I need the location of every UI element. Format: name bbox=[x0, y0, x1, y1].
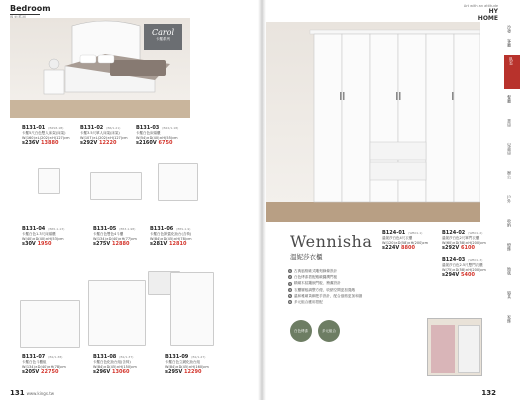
product-caption: B124-03 (WB01-3) 溫妮莎白色2.5尺雙門衣櫃 W(75)×D(58)×H(200)cm s294V 5400 bbox=[442, 257, 486, 278]
vanity-set-image bbox=[88, 280, 146, 346]
product-name-cn: 溫妮莎衣櫃 bbox=[290, 253, 323, 261]
product-caption: B124-01 (WB01-1) 溫妮莎白色4尺衣櫃 W(120)×D(58)×H(200)cm s224V 8800 bbox=[382, 230, 428, 251]
chest-set-image bbox=[20, 300, 80, 348]
brand-line2: HOME bbox=[477, 15, 498, 22]
brand-header bbox=[464, 4, 498, 22]
wardrobe-photo bbox=[262, 22, 480, 222]
sidebar-item[interactable]: 書房 bbox=[507, 119, 512, 127]
feature-item: 6 多元組合應用搭配 bbox=[289, 300, 323, 305]
series-badge bbox=[144, 24, 182, 50]
feature-item: 3 精緻木紋鑲嵌門板、簡潔設計 bbox=[289, 281, 341, 286]
mirror-vanity-image bbox=[170, 272, 214, 346]
badge-combination: 多元組合 bbox=[318, 320, 340, 342]
brand-line1: HY bbox=[488, 8, 498, 15]
section-title: Bedroom bbox=[10, 4, 51, 13]
feature-item: 4 衣櫃層板調整方便，收納空間更加寬敞 bbox=[289, 287, 356, 292]
product-caption: B131-08 (B1/1-37) 卡羅白色化妝台組(含椅) W(84)×D(45)×H(150)cm s296V 13060 bbox=[93, 354, 137, 375]
series-badge-script: Carol bbox=[151, 28, 175, 37]
interior-photo bbox=[427, 318, 482, 376]
sidebar-item[interactable]: 燈飾 bbox=[507, 243, 512, 251]
feature-item: 1 古典風格歐式雕刻線條設計 bbox=[289, 269, 338, 274]
nightstand-image bbox=[38, 168, 60, 194]
sidebar-item[interactable]: 家飾 bbox=[507, 315, 512, 323]
brand-tagline: Art with an attitude bbox=[463, 4, 498, 8]
category-sidebar bbox=[499, 15, 524, 385]
product-caption: B131-01 (B2S8-1B) 卡羅5尺白色雙人床架(床架) W(160)×L(202)×H(127)cm s236V 13880 bbox=[22, 125, 70, 146]
product-caption: B131-03 (B22/1-18) 卡羅白色床頭櫃 W(54)×D(40)×H(55)cm s2160V 6750 bbox=[136, 125, 179, 146]
sidebar-item[interactable]: 沙發 bbox=[507, 25, 512, 33]
sidebar-item[interactable]: 戶外 bbox=[507, 195, 512, 203]
page-number-right: 132 bbox=[481, 389, 496, 397]
page-number-left: 131 www.kings.tw bbox=[10, 389, 55, 397]
badge-white-paint: 白色烤漆 bbox=[290, 320, 312, 342]
sidebar-item[interactable]: 兒童房 bbox=[507, 143, 512, 155]
feature-item: 2 白色烤漆搭配雅緻圓潤門板 bbox=[289, 275, 338, 280]
product-caption: B131-06 (B5S-1-9) 卡羅白色掀蓋化妝台(含椅) W(84)×D(45)×H(78)cm s281V 12810 bbox=[150, 226, 192, 247]
product-caption: B131-04 (B65-1-13) 卡羅白色1.3尺床頭櫃 W(40)×D(40)×H(53)cm s30V 1950 bbox=[22, 226, 65, 247]
wardrobe-illustration bbox=[262, 22, 480, 222]
vanity-image bbox=[158, 163, 198, 201]
product-caption: B131-02 (B6/1-21) 卡羅3.5尺單人床架(床架) W(107)×L(202)×H(127)cm s292V 12220 bbox=[80, 125, 128, 146]
product-caption: B131-07 (B1/1-38) 卡羅白色斗櫃組 W(134)×D(40)×H(78)cm s205V 22750 bbox=[22, 354, 66, 375]
sidebar-item[interactable]: 收納 bbox=[507, 219, 512, 227]
sidebar-item[interactable]: 餐廳 bbox=[507, 95, 512, 103]
product-name: Wennisha bbox=[290, 232, 373, 251]
feature-item: 5 溫和雅緻黃銅把手設計，配合風格更加和諧 bbox=[289, 293, 363, 298]
sidebar-item[interactable]: 寢具 bbox=[507, 291, 512, 299]
page-gutter bbox=[258, 0, 266, 400]
product-heading bbox=[290, 232, 372, 261]
bed-photo bbox=[10, 18, 190, 118]
sidebar-item[interactable]: 辦公 bbox=[507, 171, 512, 179]
feature-list bbox=[288, 268, 398, 305]
product-caption: B131-09 (B1/1-47) 卡羅白色立鏡化妝台組 W(84)×D(45)×H(160)cm s295V 12290 bbox=[165, 354, 209, 375]
product-caption: B131-05 (B53-1-98) 卡羅白色雙色4斗櫃 W(134)×D(40)×H(77)cm s275V 12880 bbox=[93, 226, 137, 247]
dresser-image bbox=[90, 172, 142, 200]
sidebar-item[interactable]: 客廳 bbox=[507, 39, 512, 47]
sidebar-item[interactable]: 地毯 bbox=[507, 267, 512, 275]
sidebar-active-label: 臥室 bbox=[509, 57, 514, 65]
series-badge-sub: 卡羅系列 bbox=[156, 37, 170, 41]
product-caption: B124-02 (WB01-2) 溫妮莎白色2尺單門衣櫃 W(60)×D(58)×H(200)cm s292V 6100 bbox=[442, 230, 486, 251]
